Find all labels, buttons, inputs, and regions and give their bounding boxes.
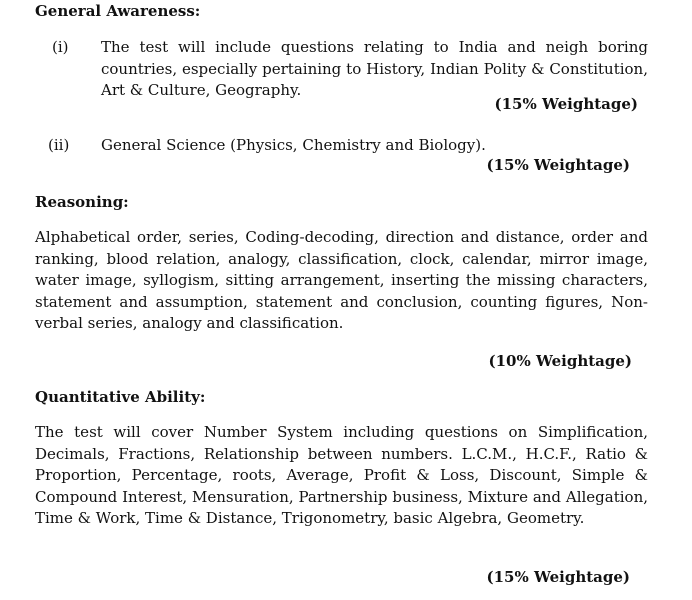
list-marker-ii: (ii) — [48, 136, 70, 154]
quantitative-ability-text: The test will cover Number System including questions on Simplification, Decimals, Fractions, Relationship between numbers. L.C.M., H.C.F., Ratio & Proportion, Percentage, roots, Average, Profit & Loss, Discount, Simple & Compound Interest, Mensuration, Partnership business, Mixture and Allegation, Time & Work, Time & Distance, Trigonometry, basic Algebra, Geometry. — [35, 423, 648, 528]
list-marker-i: (i) — [52, 38, 69, 56]
general-awareness-item-text: The test will include questions relating to India and neigh boring countries, especially pertaining to History, Indian Polity & Constitution, Art & Culture, Geography. — [101, 38, 648, 100]
section-heading-general-awareness: General Awareness: — [35, 2, 201, 20]
general-science-item-text: General Science (Physics, Chemistry and Biology). — [101, 136, 486, 154]
weightage-label: (15% Weightage) — [486, 156, 630, 174]
weightage-label: (15% Weightage) — [486, 568, 630, 586]
reasoning-text: Alphabetical order, series, Coding-decoding, direction and distance, order and ranking, blood relation, analogy, classification, clock, calendar, mirror image, water image, syllogism, sitting arrangement, inserting the missing characters, statement and assumption, statement and conclusion, counting figures, Non-verbal series, analogy and classification. — [35, 228, 648, 333]
section-heading-quantitative-ability: Quantitative Ability: — [35, 388, 206, 406]
weightage-label: (10% Weightage) — [488, 352, 632, 370]
weightage-label: (15% Weightage) — [494, 95, 638, 113]
section-heading-reasoning: Reasoning: — [35, 193, 129, 211]
